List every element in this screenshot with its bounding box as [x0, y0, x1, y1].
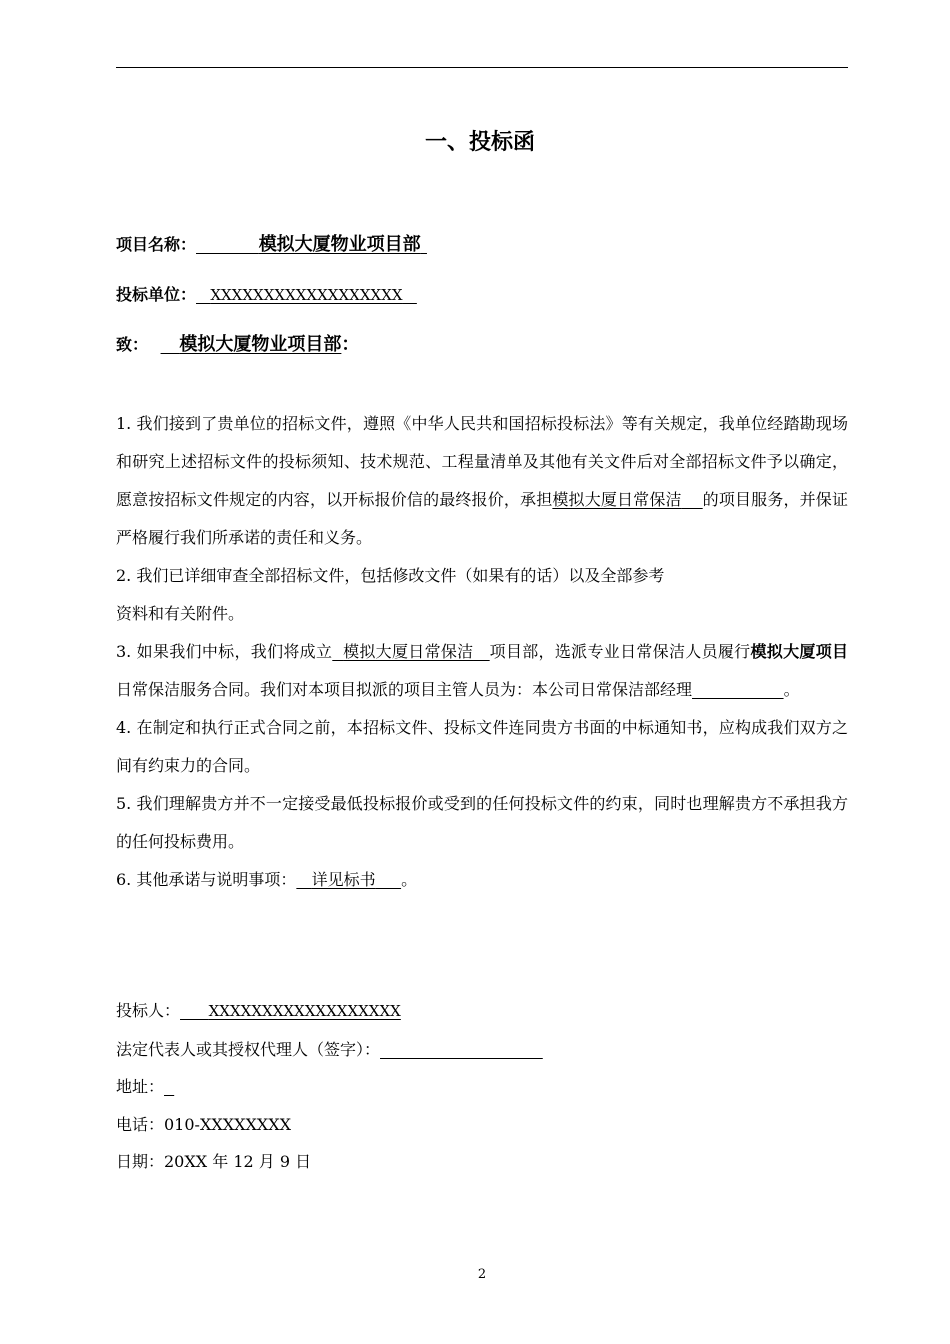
manager-blank: [692, 680, 784, 699]
address-line: 地址：: [116, 1077, 165, 1096]
project-name-row: [116, 230, 427, 256]
clause-1: 1. 我们接到了贵单位的招标文件，遵照《中华人民共和国招标投标法》等有关规定，我单位经踏勘现场和研究上述招标文件的投标须知、技术规范、工程量清单及其他有关文件后对全部招标文件予以确定，愿意按招标文件规定的内容，以开标报价信的最终报价，承担模拟大厦日常保洁 的项目服务，并保证严格履行我们所承诺的责任和义务。: [116, 414, 848, 547]
clause-5: 5. 我们理解贵方并不一定接受最低投标报价或受到的任何投标文件的约束，同时也理解贵方不承担我方的任何投标费用。: [116, 794, 848, 851]
addressee-value: 模拟大厦物业项目部: [179, 334, 342, 355]
date-line: 日期：20XX 年 12 月 9 日: [116, 1152, 312, 1171]
page-title: 一、投标函: [424, 130, 535, 155]
bidder-value: XXXXXXXXXXXXXXXXXX: [208, 1002, 401, 1020]
addressee-row: [116, 330, 359, 356]
bidder-unit-row: [116, 282, 417, 305]
clause-4: 4. 在制定和执行正式合同之前，本招标文件、投标文件连同贵方书面的中标通知书，应构成我们双方之间有约束力的合同。: [116, 718, 848, 775]
clauses-body: [116, 405, 848, 899]
header-rule: [116, 67, 848, 68]
clause-3-dept: 模拟大厦日常保洁: [343, 642, 474, 661]
bidder-unit-value: XXXXXXXXXXXXXXXXXX: [210, 286, 403, 304]
bidder-unit-label: 投标单位：: [116, 285, 197, 304]
clause-1-service: 模拟大厦日常保洁: [552, 490, 682, 509]
phone-line: 电话：010-XXXXXXXX: [116, 1114, 292, 1134]
bidder-line: 投标人： XXXXXXXXXXXXXXXXXX: [116, 1001, 401, 1020]
clause-3-bold: 模拟大厦项目: [750, 642, 848, 661]
addressee-suffix: ：: [341, 334, 360, 355]
page-number: 2: [477, 1267, 487, 1282]
clause-6: 6. 其他承诺与说明事项： 详见标书 。: [116, 870, 418, 889]
addressee-label: 致：: [116, 335, 149, 354]
signature-block: [116, 992, 543, 1181]
clause-3: 3. 如果我们中标，我们将成立 模拟大厦日常保洁 项目部，选派专业日常保洁人员履行模拟大厦项目日常保洁服务合同。我们对本项目拟派的项目主管人员为：本公司日常保洁部经理 。: [116, 642, 848, 699]
project-name-value: 模拟大厦物业项目部: [258, 234, 421, 255]
clause-2: 2. 我们已详细审查全部招标文件，包括修改文件（如果有的话）以及全部参考 资料和有关附件。: [116, 566, 665, 623]
clause-6-value: 详见标书: [311, 870, 376, 889]
project-name-label: 项目名称：: [116, 235, 197, 254]
representative-line: 法定代表人或其授权代理人（签字）：: [116, 1039, 381, 1059]
